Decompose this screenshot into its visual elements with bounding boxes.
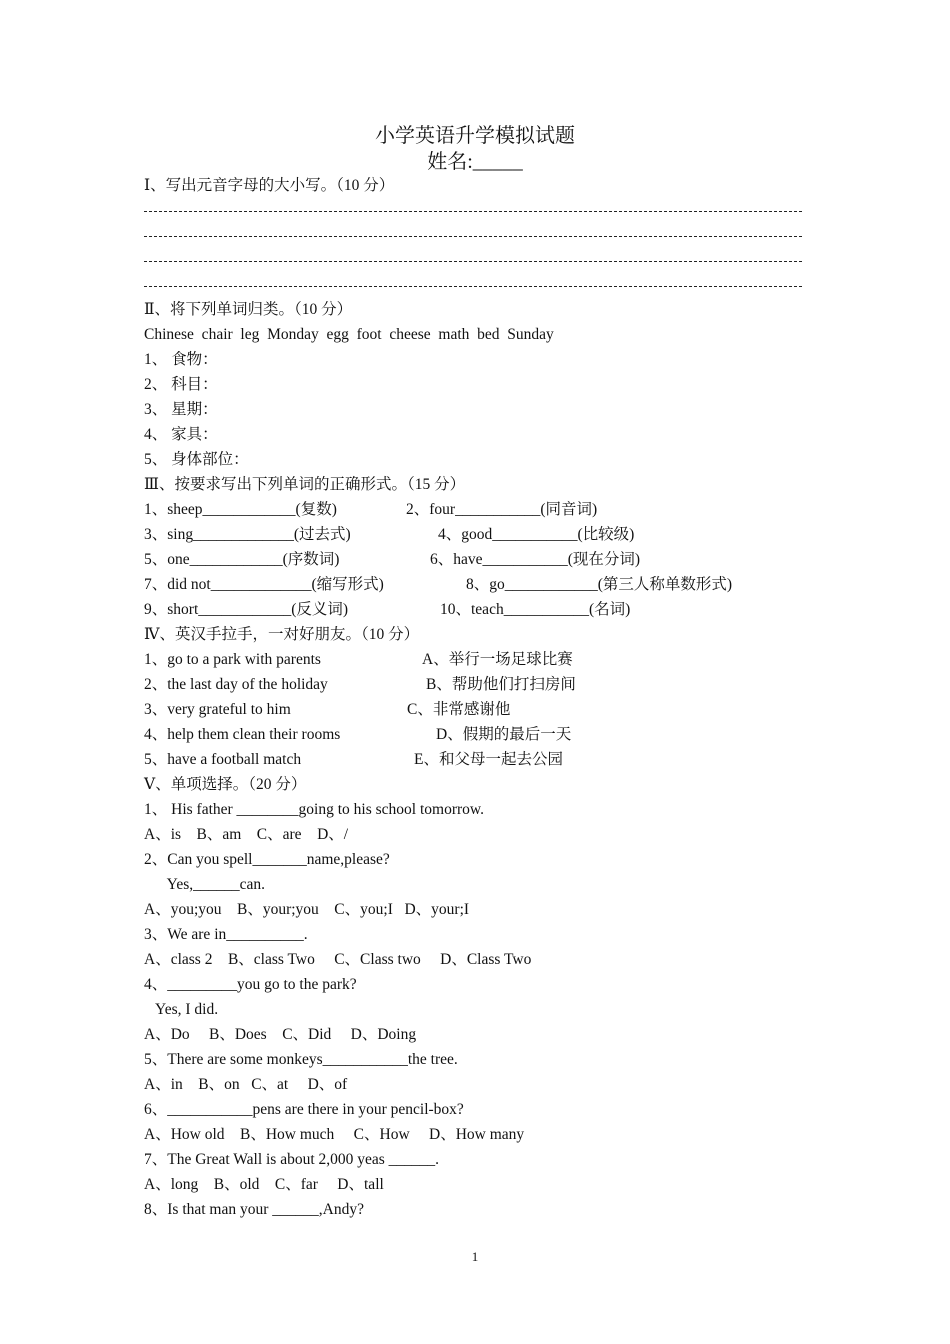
category-item: 2、 科目： — [144, 376, 218, 393]
word-form-question: 8、go____________(第三人称单数形式) — [466, 576, 733, 593]
word-form-question: 1、sheep____________(复数) — [144, 501, 337, 518]
category-item: 3、 星期： — [144, 401, 218, 418]
mc-question: 2、Can you spell_______name,please? — [144, 851, 390, 868]
word-form-question: 6、have___________(现在分词) — [430, 551, 641, 568]
answer-dashed-line — [144, 236, 802, 237]
match-phrase-english: 1、go to a park with parents — [144, 651, 321, 668]
mc-question: 4、_________you go to the park? — [144, 976, 357, 993]
match-phrase-chinese: C、非常感谢他 — [407, 701, 511, 718]
word-list: Chinese chair leg Monday egg foot cheese math bed Sunday — [144, 326, 554, 343]
name-field-label: 姓名:_____ — [427, 151, 523, 173]
answer-dashed-line — [144, 211, 802, 212]
category-item: 5、 身体部位： — [144, 451, 249, 468]
mc-options: A、long B、old C、far D、tall — [144, 1176, 384, 1193]
word-form-question: 7、did not_____________(缩写形式) — [144, 576, 384, 593]
word-form-question: 3、sing_____________(过去式) — [144, 526, 351, 543]
exam-title: 小学英语升学模拟试题 — [375, 125, 575, 147]
match-phrase-english: 2、the last day of the holiday — [144, 676, 328, 693]
match-phrase-english: 5、have a football match — [144, 751, 302, 768]
page-number: 1 — [471, 1249, 479, 1264]
match-phrase-english: 3、very grateful to him — [144, 701, 291, 718]
mc-question: 3、We are in__________. — [144, 926, 308, 943]
match-phrase-chinese: B、帮助他们打扫房间 — [426, 676, 576, 693]
mc-options: A、is B、am C、are D、/ — [144, 826, 349, 843]
mc-question: 6、___________pens are there in your pencil-box? — [144, 1101, 464, 1118]
word-form-question: 5、one____________(序数词) — [144, 551, 340, 568]
mc-options: A、Do B、Does C、Did D、Doing — [144, 1026, 417, 1043]
section5-heading: Ⅴ、单项选择。（20 分） — [144, 776, 307, 793]
mc-question: 7、The Great Wall is about 2,000 yeas ______. — [144, 1151, 440, 1168]
section3-heading: Ⅲ、按要求写出下列单词的正确形式。（15 分） — [144, 476, 466, 493]
word-form-question: 9、short____________(反义词) — [144, 601, 349, 618]
mc-options: A、in B、on C、at D、of — [144, 1076, 348, 1093]
section2-heading: Ⅱ、将下列单词归类。（10 分） — [144, 301, 353, 318]
mc-question: 5、There are some monkeys___________the tree. — [144, 1051, 458, 1068]
mc-options: A、class 2 B、class Two C、Class two D、Class Two — [144, 951, 532, 968]
match-phrase-chinese: A、举行一场足球比赛 — [422, 651, 573, 668]
mc-question: 1、 His father ________going to his school tomorrow. — [144, 801, 484, 818]
section4-heading: Ⅳ、英汉手拉手，一对好朋友。（10 分） — [144, 626, 420, 643]
answer-dashed-line — [144, 261, 802, 262]
mc-question: 8、Is that man your ______,Andy? — [144, 1201, 364, 1218]
section1-heading: Ⅰ、写出元音字母的大小写。（10 分） — [144, 177, 395, 194]
match-phrase-english: 4、help them clean their rooms — [144, 726, 341, 743]
answer-dashed-line — [144, 286, 802, 287]
match-phrase-chinese: D、假期的最后一天 — [436, 726, 572, 743]
word-form-question: 2、four___________(同音词) — [406, 501, 598, 518]
match-phrase-chinese: E、和父母一起去公园 — [414, 751, 563, 768]
mc-question-response: Yes,______can. — [144, 876, 265, 893]
word-form-question: 4、good___________(比较级) — [438, 526, 635, 543]
category-item: 1、 食物： — [144, 351, 218, 368]
mc-options: A、How old B、How much C、How D、How many — [144, 1126, 525, 1143]
mc-options: A、you;you B、your;you C、you;I D、your;I — [144, 901, 470, 918]
category-item: 4、 家具： — [144, 426, 218, 443]
mc-question-response: Yes, I did. — [144, 1001, 219, 1018]
word-form-question: 10、teach___________(名词) — [440, 601, 631, 618]
